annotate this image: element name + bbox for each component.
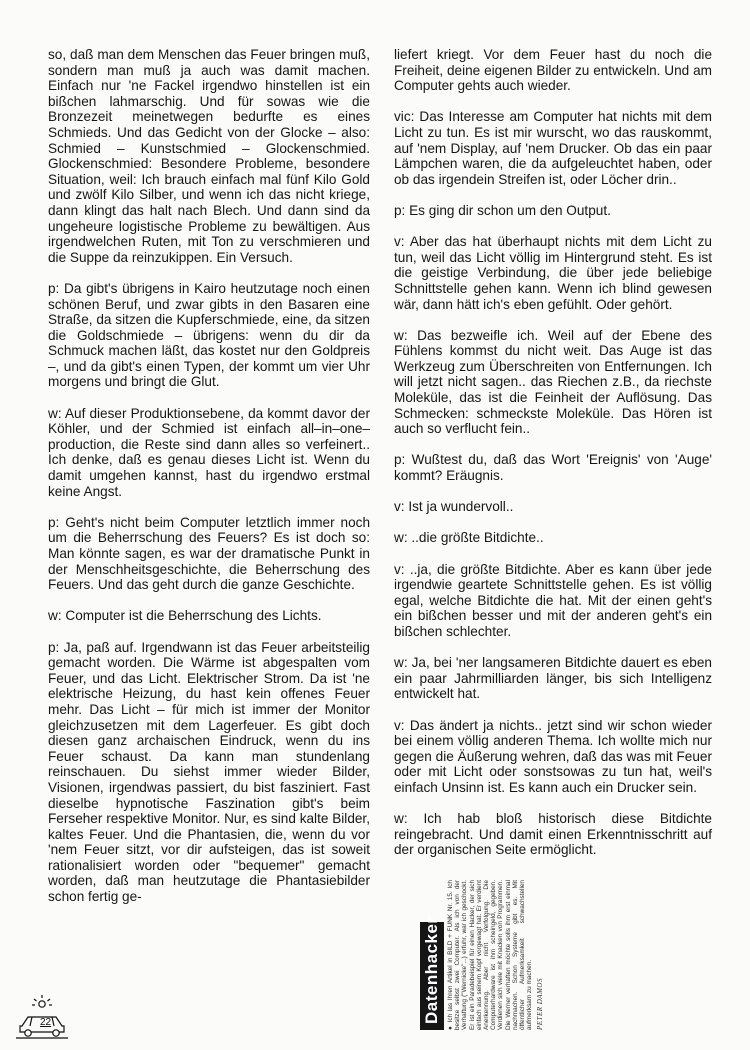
paragraph: w: Auf dieser Produktionsebene, da kommt davor der Köhler, und der Schmied ist einfach all–in–one–production, die Reste sind dann alles so verfeinert.. Ich denke, daß es genau dieses Licht ist. Wenn du damit umgehen kannst, hast du irgendwo erstmal keine Angst. bbox=[48, 405, 370, 499]
paragraph: w: Ich hab bloß historisch diese Bitdichte reingebracht. Und damit einen Erkenntnisschritt auf der organischen Seite ermöglicht. bbox=[394, 811, 712, 858]
paragraph: w: ..die größte Bitdichte.. bbox=[394, 530, 544, 546]
paragraph: liefert kriegt. Vor dem Feuer hast du noch die Freiheit, deine eigenen Bilder zu entwickeln. Und am Computer gehts auch wieder. bbox=[394, 47, 712, 94]
paragraph: so, daß man dem Menschen das Feuer bringen muß, sondern man muß ja auch was damit machen. Einfach nur 'ne Fackel irgendwo hinstellen ist ein bißchen lahmarschig. Und für sowas wie die Bronzezeit meinetwegen bedurfte es eines Schmieds. Und das Gedicht von der Glocke – also: Schmied – Kunstschmied – Glockenschmied. Glockenschmied: Besondere Probleme, besondere Situation, weil: Ich brauch einfach mal fünf Kilo Gold und zwölf Kilo Silber, und wenn ich das nicht kriege, dann klingt das halt nach Blech. Und dann sind da ungeheure logistische Probleme zu bewältigen. Aus irgendwelchen Ruten, mit Ton zu verschmieren und die Suppe da reinzukippen. Ein Versuch. bbox=[48, 47, 370, 265]
page-number: 22 bbox=[40, 1017, 52, 1028]
paragraph: p: Wußtest du, daß das Wort 'Ereignis' von 'Auge' kommt? Eräugnis. bbox=[394, 452, 712, 484]
paragraph: w: Computer ist die Beherrschung des Lichts. bbox=[48, 608, 322, 624]
paragraph: w: Das bezweifle ich. Weil auf der Ebene des Fühlens kommst du nicht weit. Das Auge ist das Werkzeug zum Überschreiten von Entfernungen. Ich will jetzt nicht sagen.. das Riechen z.B., da riechste Moleküle, das ist die Feinheit der Auflösung. Das Schmecken: schmeckste Moleküle. Das Hören ist auch so verflucht fein.. bbox=[394, 327, 712, 437]
right-column bbox=[394, 47, 712, 873]
paragraph: p: Da gibt's übrigens in Kairo heutzutage noch einen schönen Beruf, und zwar gibts in den Basaren eine Straße, da sitzen die Kupferschmiede, eine, da sitzen die Goldschmiede – übrigens: wenn du dir da Schmuck machen läßt, das kostet nur den Goldpreis –, und da gibt's einen Typen, der kommt um vier Uhr morgens und bringt die Glut. bbox=[48, 280, 370, 390]
paragraph: v: Aber das hat überhaupt nichts mit dem Licht zu tun, weil das Licht völlig im Hintergrund steht. Es ist die geistige Verbindung, die über jede beliebige Schnittstelle gehen kann. Wenn ich blind gewesen wär, dann hätt ich's eben gefühlt. Oder gehört. bbox=[394, 234, 712, 312]
sidebar-note-clipping bbox=[420, 880, 650, 1030]
paragraph: vic: Das Interesse am Computer hat nichts mit dem Licht zu tun. Es ist mir wurscht, wo das rauskommt, auf 'nem Display, auf 'nem Drucker. Ob das ein paar Lämpchen waren, die da aufgeleuchtet haben, oder ob das irgendein Streifen ist, oder Löcher drin.. bbox=[394, 109, 712, 187]
paragraph: v: Ist ja wundervoll.. bbox=[394, 499, 514, 515]
sidebar-note-rotated bbox=[420, 880, 650, 1030]
paragraph: w: Ja, bei 'ner langsameren Bitdichte dauert es eben ein paar Jahrmilliarden länger, bis sich Intelligenz entwickelt hat. bbox=[394, 655, 712, 702]
paragraph: v: Das ändert ja nichts.. jetzt sind wir schon wieder bei einem völlig anderen Thema. Ich wollte mich nur gegen die Äußerung wehren, daß das was mit Feuer oder mit Licht oder sonstsowas zu tun hat, weil's einfach Unsinn ist. Es kann auch ein Drucker sein. bbox=[394, 717, 712, 795]
paragraph: v: ..ja, die größte Bitdichte. Aber es kann über jede irgendwie geartete Schnittstelle gehen. Es ist völlig egal, welche Bitdichte die hat. Mit der einen geht's ein bißchen besser und mit der anderen geht's ein bißchen schlechter. bbox=[394, 561, 712, 639]
left-column bbox=[48, 47, 370, 920]
paragraph: p: Geht's nicht beim Computer letztlich immer noch um die Beherrschung des Feuers? Es ist doch so: Man könnte sagen, es war der dramatische Punkt in der Menschheitsgeschichte, die Beherrschung des Feuers. Und das geht durch die ganze Geschichte. bbox=[48, 514, 370, 593]
sidebar-note-text: ● Ich las Ihren Artikel in BILD + FUNK Nr. 15. Ich besitze selbst zwei Computer. Als ich von der Verhaftung ("Wernicke"...) erfuhr, war ich geschockt. Er ist ein Paradebeispiel für einen Hacker, der sich einfach aus seinem Kopf vorgewagt hat. Er verdient Anerkennung. Aber nicht Verfolgung. Die Computerhardware ist ihm scheingeld, gegeben. Verdienen sich viele mit Knacken von Programmen. Die Werner verhaften möchte solls ihm erst einmal nachmachen. Schon Systeme gibt es. Mit öffentlicher Aufmerksamkeit schwachstellen aufmerksam zu machen. bbox=[447, 880, 534, 1030]
paragraph: p: Ja, paß auf. Irgendwann ist das Feuer arbeitsteilig gemacht worden. Die Wärme ist abgespalten vom Feuer, und das Licht. Elektrischer Strom. Da ist 'ne elektrische Heizung, du hast kein offenes Feuer mehr. Das Licht – für mich ist immer der Monitor gleichzusetzen mit dem Lagerfeuer. Es gibt doch diesen ganz archaischen Eindruck, wenn du ins Feuer schaust. Da kann man stundenlang reinschauen. Du siehst immer wieder Bilder, Visionen, irgendwas passiert, du bist fasziniert. Fast dieselbe hypnotische Faszination gibt's beim Ferseher respektive Monitor. Nur, es sind kalte Bilder, kaltes Feuer. Und die Phantasien, die, wenn du vor 'nem Feuer sitzt, vor dir aufsteigen, das ist soweit rationalisiert worden oder "bequemer" gemacht worden, daß man heutzutage die Phantasiebilder schon fertig ge- bbox=[48, 639, 370, 905]
sidebar-note-brand: Datenhacker bbox=[420, 922, 444, 1030]
page-number-badge bbox=[12, 992, 72, 1042]
sidebar-note-signature: PETER DAMOS bbox=[536, 978, 545, 1030]
paragraph: p: Es ging dir schon um den Output. bbox=[394, 202, 611, 218]
